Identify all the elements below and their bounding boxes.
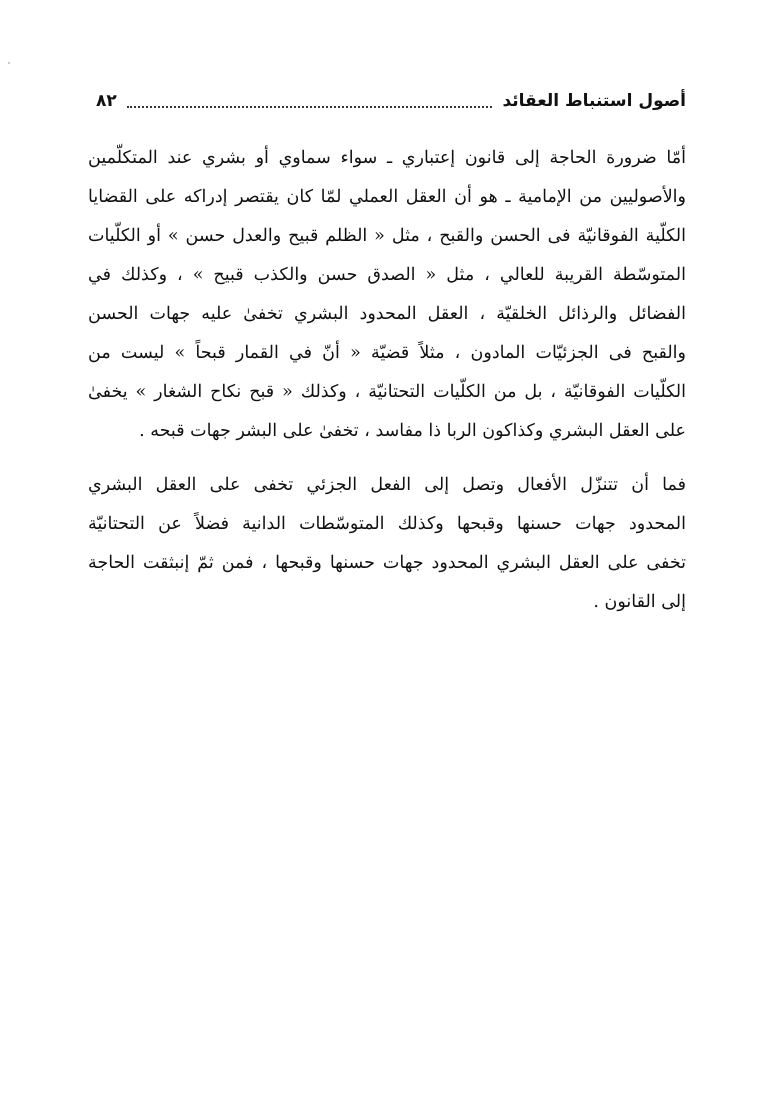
text-line: فما أن تتنزّل الأفعال وتصل إلى الفعل الجزئي تخفى على العقل البشري — [88, 475, 686, 495]
text-line: والأصوليين من الإمامية ـ هو أن العقل العملي لمّا كان يقتصر إدراكه على القضايا — [88, 187, 686, 207]
text-line: الفضائل والرذائل الخلقيّة ، العقل المحدود البشري تخفىٰ عليه جهات الحسن — [88, 304, 686, 324]
text-line: إلى القانون . — [593, 592, 686, 612]
paragraph-1 — [88, 139, 686, 451]
body-text — [88, 139, 686, 622]
paragraph-2 — [88, 466, 686, 622]
text-line: الكلّيات الفوقانيّة ، بل من الكلّيات التحتانيّة ، وكذلك « قبح نكاح الشغار » يخفىٰ — [88, 382, 686, 402]
dot-leader — [127, 94, 493, 108]
text-line: تخفى على العقل البشري المحدود جهات حسنها وقبحها ، فمن ثمّ إنبثقت الحاجة — [88, 553, 686, 573]
margin-speck — [8, 62, 10, 64]
text-line: أمّا ضرورة الحاجة إلى قانون إعتباري ـ سواء سماوي أو بشري عند المتكلّمين — [88, 148, 686, 168]
text-line: على العقل البشري وكذاكون الربا ذا مفاسد ، تخفىٰ على البشر جهات قبحه . — [139, 421, 686, 441]
text-line: المحدود جهات حسنها وقبحها وكذلك المتوسّطات الدانية فضلاً عن التحتانيّة — [88, 514, 686, 534]
running-header-title: أصول استنباط العقائد — [502, 91, 686, 111]
text-line: الكلّية الفوقانيّة فى الحسن والقبح ، مثل « الظلم قبيح والعدل حسن » أو الكلّيات — [88, 226, 686, 246]
page-number: ٨٢ — [96, 91, 117, 111]
paragraph-gap — [88, 451, 686, 466]
text-line: المتوسّطة القريبة للعالي ، مثل « الصدق حسن والكذب قبيح » ، وكذلك في — [88, 265, 686, 285]
running-header — [90, 86, 686, 116]
text-line: والقبح فى الجزئيّات المادون ، مثلاً قضيّة « أنّ في القمار قبحاً » ليست من — [88, 343, 686, 363]
